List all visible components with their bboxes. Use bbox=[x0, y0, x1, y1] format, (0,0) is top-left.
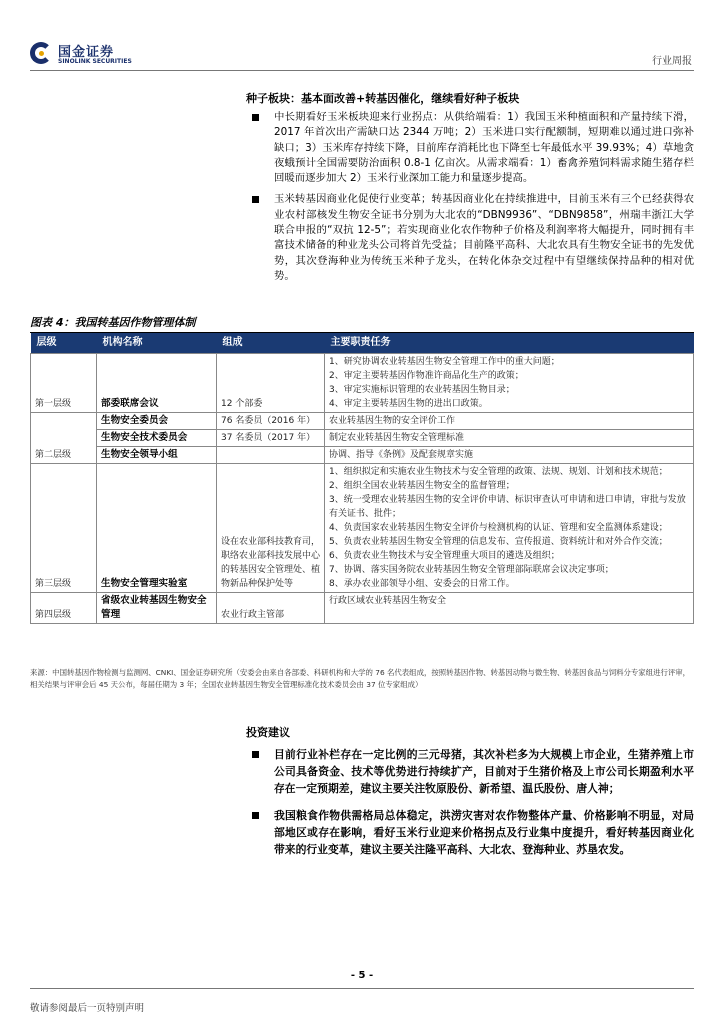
duty-line: 协调、指导《条例》及配套规章实施 bbox=[329, 450, 474, 460]
bullet-item bbox=[246, 746, 694, 797]
bullet-item bbox=[246, 110, 694, 186]
duty-line: 6、负责农业生物技术与安全管理重大项目的遴选及组织； bbox=[329, 551, 560, 561]
org-cell: 生物安全管理实验室 bbox=[97, 464, 217, 593]
duties-cell bbox=[325, 413, 694, 430]
duties-cell bbox=[325, 430, 694, 447]
header-divider bbox=[30, 70, 694, 71]
bullet-text: 中长期看好玉米板块迎来行业拐点：从供给端看：1）我国玉米种植面积和产量持续下滑，2017 年首次出产需缺口达 2344 万吨；2）玉米进口实行配额制，短期难以通过进口弥补缺口；3）玉米库存持续下降，目前库存消耗比也下降至七年最低水平 39.93%；4）草地贪夜蛾预计全国需要防治面积 0.8-1 亿亩次。从需求端看：1）畜禽养殖饲料需求随生猪存栏回暖而逐步加大 2）玉米行业深加工能力和量逐步提高。 bbox=[274, 111, 694, 185]
composition-cell: 12 个部委 bbox=[217, 354, 325, 413]
table-row bbox=[31, 464, 694, 593]
table-row bbox=[31, 430, 694, 447]
footer-divider bbox=[30, 988, 694, 989]
duty-line: 3、审定实施标识管理的农业转基因生物目录； bbox=[329, 385, 515, 395]
duties-cell bbox=[325, 354, 694, 413]
duty-line: 2、审定主要转基因作物准许商品化生产的政策； bbox=[329, 371, 524, 381]
seed-bullet-list bbox=[246, 110, 694, 290]
org-cell: 生物安全技术委员会 bbox=[97, 430, 217, 447]
bullet-text: 我国粮食作物供需格局总体稳定，洪涝灾害对农作物整体产量、价格影响不明显，对局部地区或存在影响，看好玉米行业迎来价格拐点及行业集中度提升，看好转基因商业化带来的行业变革，建议主要关注隆平高科、大北农、登海种业、苏垦农发。 bbox=[274, 809, 694, 856]
table-row bbox=[31, 354, 694, 413]
duty-line: 2、组织全国农业转基因生物安全的监督管理； bbox=[329, 481, 515, 491]
company-logo bbox=[30, 40, 130, 70]
level-cell: 第二层级 bbox=[31, 413, 97, 464]
org-cell: 生物安全委员会 bbox=[97, 413, 217, 430]
col-header-level: 层级 bbox=[31, 333, 97, 354]
level-cell: 第一层级 bbox=[31, 354, 97, 413]
duties-cell bbox=[325, 447, 694, 464]
level-cell: 第三层级 bbox=[31, 464, 97, 593]
col-header-duties: 主要职责任务 bbox=[325, 333, 694, 354]
duty-line: 7、协调、落实国务院农业转基因生物安全管理部际联席会议决定事项； bbox=[329, 565, 614, 575]
duty-line: 4、审定主要转基因生物的进出口政策。 bbox=[329, 399, 488, 409]
investment-title: 投资建议 bbox=[246, 726, 290, 739]
composition-cell bbox=[217, 447, 325, 464]
duties-cell bbox=[325, 593, 694, 624]
investment-bullet-list bbox=[246, 746, 694, 864]
bullet-text: 玉米转基因商业化促使行业变革；转基因商业化在持续推进中，目前玉米有三个已经获得农业农村部核发生物安全证书分别为大北农的“DBN9936”、“DBN9858”，州瑞丰浙江大学联合申报的“双抗 12-5”；若实现商业化农作物种子价格及利润率将大幅提升，同时拥有丰富技术储备的种业龙头公司将首先受益；目前隆平高科、大北农具有生物安全证书的先发优势，其次登海种业为传统玉米种子龙头，在转化体杂交过程中有望继续保持品种的相对优势。 bbox=[274, 193, 694, 282]
logo-mark-icon bbox=[30, 42, 52, 64]
org-cell: 部委联席会议 bbox=[97, 354, 217, 413]
duty-line: 3、统一受理农业转基因生物的安全评价申请、标识审查认可申请和进口申请，审批与发放有关证书、批件； bbox=[329, 495, 686, 519]
composition-cell: 设在农业部科技教育司，职络农业部科技发展中心的转基因安全管理处、植物新品种保护处等 bbox=[217, 464, 325, 593]
figure-title: 图表 4：我国转基因作物管理体制 bbox=[30, 314, 694, 333]
square-bullet-icon bbox=[252, 114, 259, 121]
duty-line: 8、承办农业部领导小组、安委会的日常工作。 bbox=[329, 579, 515, 589]
duty-line: 农业转基因生物的安全评价工作 bbox=[329, 416, 456, 426]
duty-line: 5、负责农业转基因生物安全管理的信息发布、宣传报道、资料统计和对外合作交流； bbox=[329, 537, 668, 547]
duty-line: 制定农业转基因生物安全管理标准 bbox=[329, 433, 465, 443]
table-header-row bbox=[31, 333, 694, 354]
square-bullet-icon bbox=[252, 812, 259, 819]
bullet-item bbox=[246, 192, 694, 284]
duty-line: 行政区域农业转基因生物安全 bbox=[329, 596, 447, 606]
square-bullet-icon bbox=[252, 751, 259, 758]
level-cell: 第四层级 bbox=[31, 593, 97, 624]
figure-source-note: 来源：中国转基因作物检测与监测网、CNKI、国金证券研究所（安委会由来自各部委、科研机构和大学的 76 名代表组成，按照转基因作物、转基因动物与微生物、转基因食品与饲料分专家组进行评审，相关结果与评审会后 45 天公布，每届任期为 3 年；全国农业转基因生物安全管理标准化技术委员会由 37 位专家组成） bbox=[30, 668, 691, 689]
duty-line: 1、组织拟定和实施农业生物技术与安全管理的政策、法规、规划、计划和技术规范； bbox=[329, 467, 668, 477]
org-cell: 省级农业转基因生物安全管理 bbox=[97, 593, 217, 624]
seed-section-title: 种子板块：基本面改善+转基因催化，继续看好种子板块 bbox=[246, 92, 520, 105]
logo-text-cn: 国金证券 bbox=[58, 45, 115, 60]
bullet-text: 目前行业补栏存在一定比例的三元母猪，其次补栏多为大规模上市企业，生猪养殖上市公司具备资金、技术等优势进行持续扩产，目前对于生猪价格及上市公司长期盈利水平存在一定预期差，建议主要关注牧原股份、新希望、温氏股份、唐人神； bbox=[274, 748, 694, 795]
report-type: 行业周报 bbox=[652, 56, 692, 67]
table-row bbox=[31, 447, 694, 464]
management-table bbox=[30, 333, 694, 624]
table-row bbox=[31, 593, 694, 624]
composition-cell: 37 名委员（2017 年） bbox=[217, 430, 325, 447]
duty-line: 4、负责国家农业转基因生物安全评价与检测机构的认证、管理和安全监测体系建设； bbox=[329, 523, 668, 533]
org-cell: 生物安全领导小组 bbox=[97, 447, 217, 464]
composition-cell: 76 名委员（2016 年） bbox=[217, 413, 325, 430]
page-number: - 5 - bbox=[350, 970, 374, 981]
bullet-item bbox=[246, 807, 694, 858]
duties-cell bbox=[325, 464, 694, 593]
square-bullet-icon bbox=[252, 196, 259, 203]
composition-cell: 农业行政主管部 bbox=[217, 593, 325, 624]
footer-disclaimer: 敬请参阅最后一页特别声明 bbox=[30, 1003, 145, 1014]
logo-text-en: SINOLINK SECURITIES bbox=[58, 58, 132, 65]
col-header-composition: 组成 bbox=[217, 333, 325, 354]
table-row bbox=[31, 413, 694, 430]
duty-line: 1、研究协调农业转基因生物安全管理工作中的重大问题； bbox=[329, 357, 560, 367]
col-header-org: 机构名称 bbox=[97, 333, 217, 354]
